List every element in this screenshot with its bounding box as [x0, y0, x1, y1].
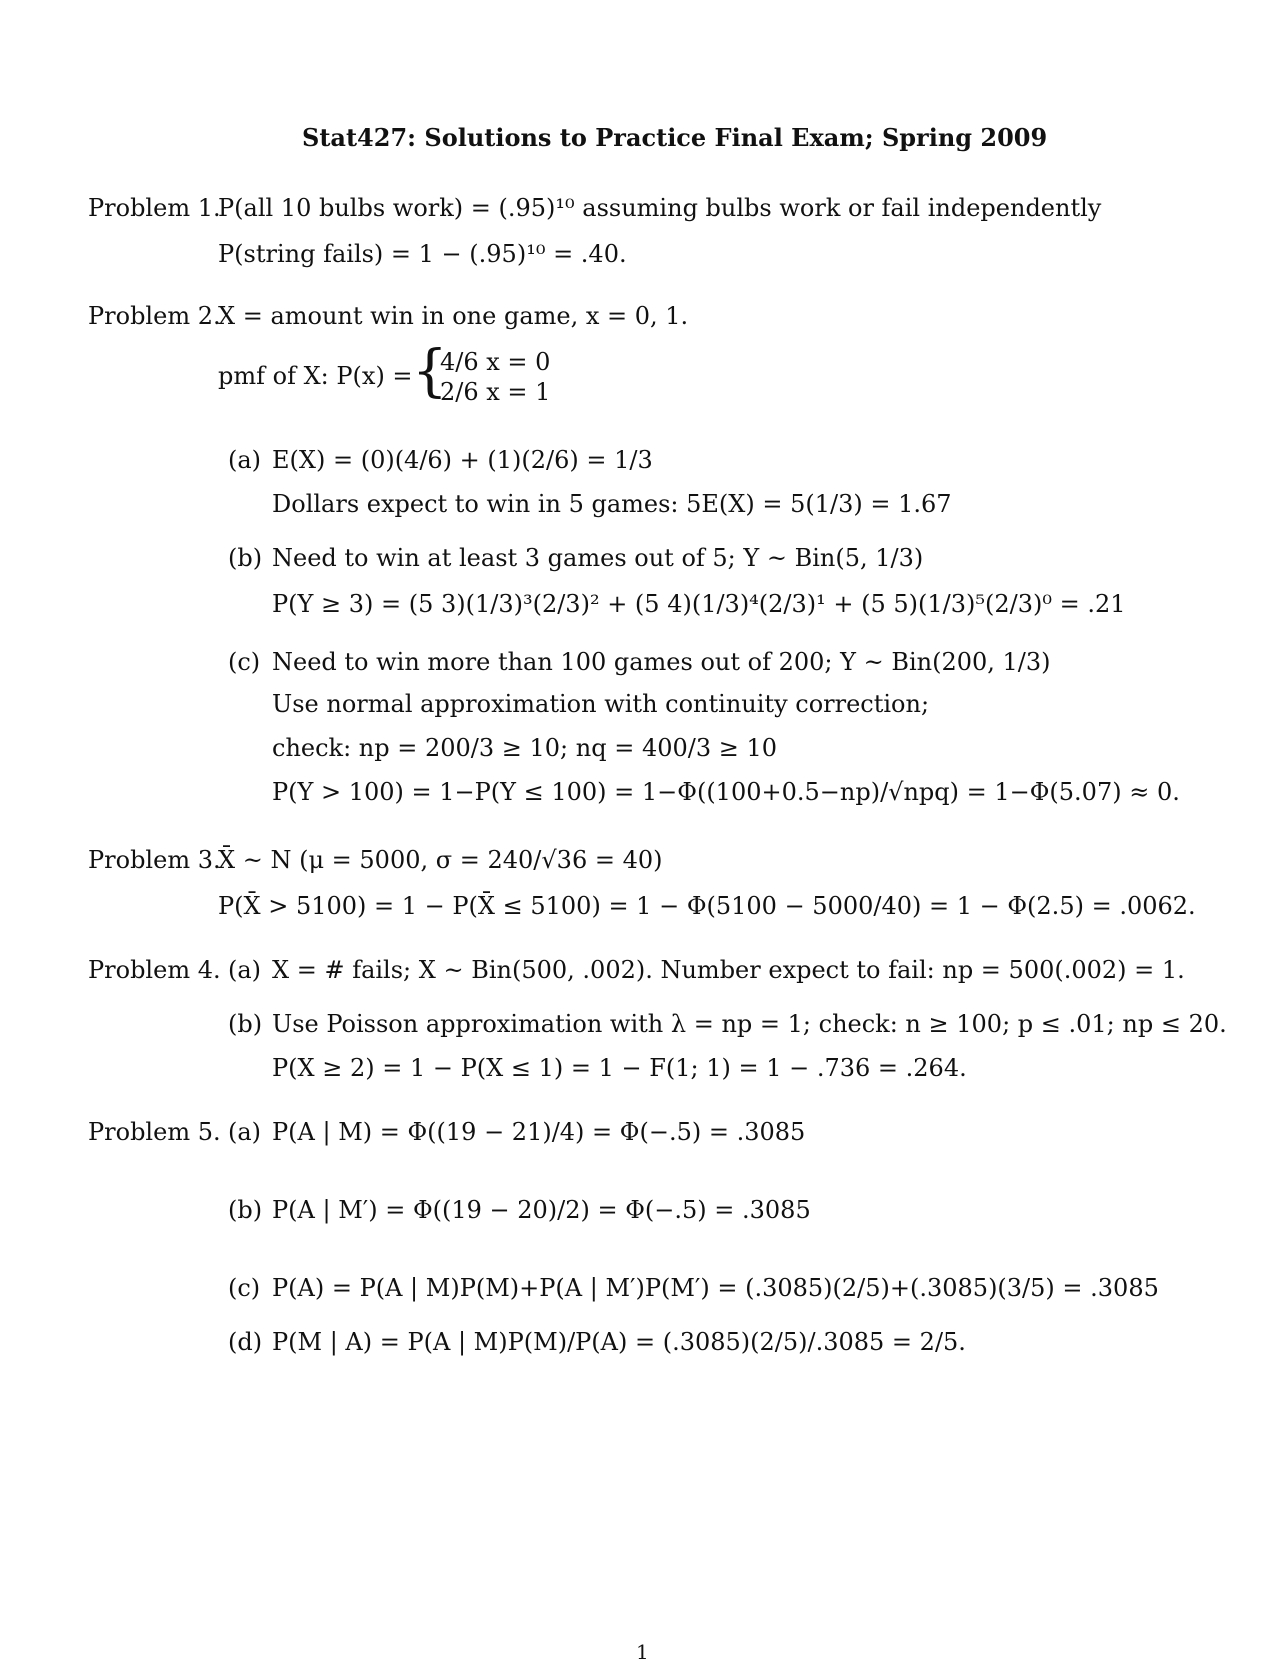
problem-2c-line-4: P(Y > 100) = 1−P(Y ≤ 100) = 1−Φ((100+0.5−np)/√npq) = 1−Φ(5.07) ≈ 0.	[272, 778, 1180, 806]
page-number: 1	[636, 1640, 649, 1664]
page-title: Stat427: Solutions to Practice Final Exam; Spring 2009	[302, 123, 1048, 152]
pmf-row-2: 2/6 x = 1	[440, 378, 551, 406]
problem-4-label: Problem 4.	[88, 956, 221, 984]
problem-2b-line-2: P(Y ≥ 3) = (5 3)(1/3)³(2/3)² + (5 4)(1/3)⁴(2/3)¹ + (5 5)(1/3)⁵(2/3)⁰ = .21	[272, 590, 1126, 618]
problem-2-label: Problem 2.	[88, 302, 221, 330]
problem-5a-label: (a)	[228, 1118, 262, 1146]
problem-2c-label: (c)	[228, 648, 261, 676]
problem-2c-line-3: check: np = 200/3 ≥ 10; nq = 400/3 ≥ 10	[272, 734, 778, 762]
problem-5d-label: (d)	[228, 1328, 263, 1356]
problem-1-label: Problem 1.	[88, 194, 221, 222]
problem-4b-line-1: Use Poisson approximation with λ = np = 1; check: n ≥ 100; p ≤ .01; np ≤ 20.	[272, 1010, 1227, 1038]
problem-2b-label: (b)	[228, 544, 263, 572]
problem-4a-label: (a)	[228, 956, 262, 984]
problem-5a-line-1: P(A | M) = Φ((19 − 21)/4) = Φ(−.5) = .3085	[272, 1118, 806, 1146]
pmf-prefix: pmf of X: P(x) =	[218, 362, 413, 390]
problem-2a-label: (a)	[228, 446, 262, 474]
problem-3-label: Problem 3.	[88, 846, 221, 874]
problem-2a-line-2: Dollars expect to win in 5 games: 5E(X) = 5(1/3) = 1.67	[272, 490, 952, 518]
problem-2c-line-2: Use normal approximation with continuity correction;	[272, 690, 930, 718]
problem-4b-line-2: P(X ≥ 2) = 1 − P(X ≤ 1) = 1 − F(1; 1) = 1 − .736 = .264.	[272, 1054, 967, 1082]
problem-1-line-1: P(all 10 bulbs work) = (.95)¹⁰ assuming bulbs work or fail independently	[218, 194, 1102, 222]
pmf-row-1: 4/6 x = 0	[440, 348, 551, 376]
problem-1-line-2: P(string fails) = 1 − (.95)¹⁰ = .40.	[218, 240, 627, 268]
problem-5d-line-1: P(M | A) = P(A | M)P(M)/P(A) = (.3085)(2/5)/.3085 = 2/5.	[272, 1328, 966, 1356]
problem-5-label: Problem 5.	[88, 1118, 221, 1146]
problem-4b-label: (b)	[228, 1010, 263, 1038]
problem-2a-line-1: E(X) = (0)(4/6) + (1)(2/6) = 1/3	[272, 446, 653, 474]
problem-2c-line-1: Need to win more than 100 games out of 200; Y ~ Bin(200, 1/3)	[272, 648, 1051, 676]
problem-3-line-1: X̄ ~ N (μ = 5000, σ = 240/√36 = 40)	[218, 846, 663, 874]
problem-2b-line-1: Need to win at least 3 games out of 5; Y ~ Bin(5, 1/3)	[272, 544, 924, 572]
pmf-brace: {	[412, 339, 448, 404]
problem-5b-line-1: P(A | M′) = Φ((19 − 20)/2) = Φ(−.5) = .3085	[272, 1196, 811, 1224]
problem-5c-label: (c)	[228, 1274, 261, 1302]
problem-4a-line-1: X = # fails; X ~ Bin(500, .002). Number expect to fail: np = 500(.002) = 1.	[272, 956, 1185, 984]
problem-3-line-2: P(X̄ > 5100) = 1 − P(X̄ ≤ 5100) = 1 − Φ(5100 − 5000/40) = 1 − Φ(2.5) = .0062.	[218, 892, 1196, 920]
problem-5c-line-1: P(A) = P(A | M)P(M)+P(A | M′)P(M′) = (.3085)(2/5)+(.3085)(3/5) = .3085	[272, 1274, 1159, 1302]
problem-2-line-1: X = amount win in one game, x = 0, 1.	[218, 302, 689, 330]
problem-5b-label: (b)	[228, 1196, 263, 1224]
